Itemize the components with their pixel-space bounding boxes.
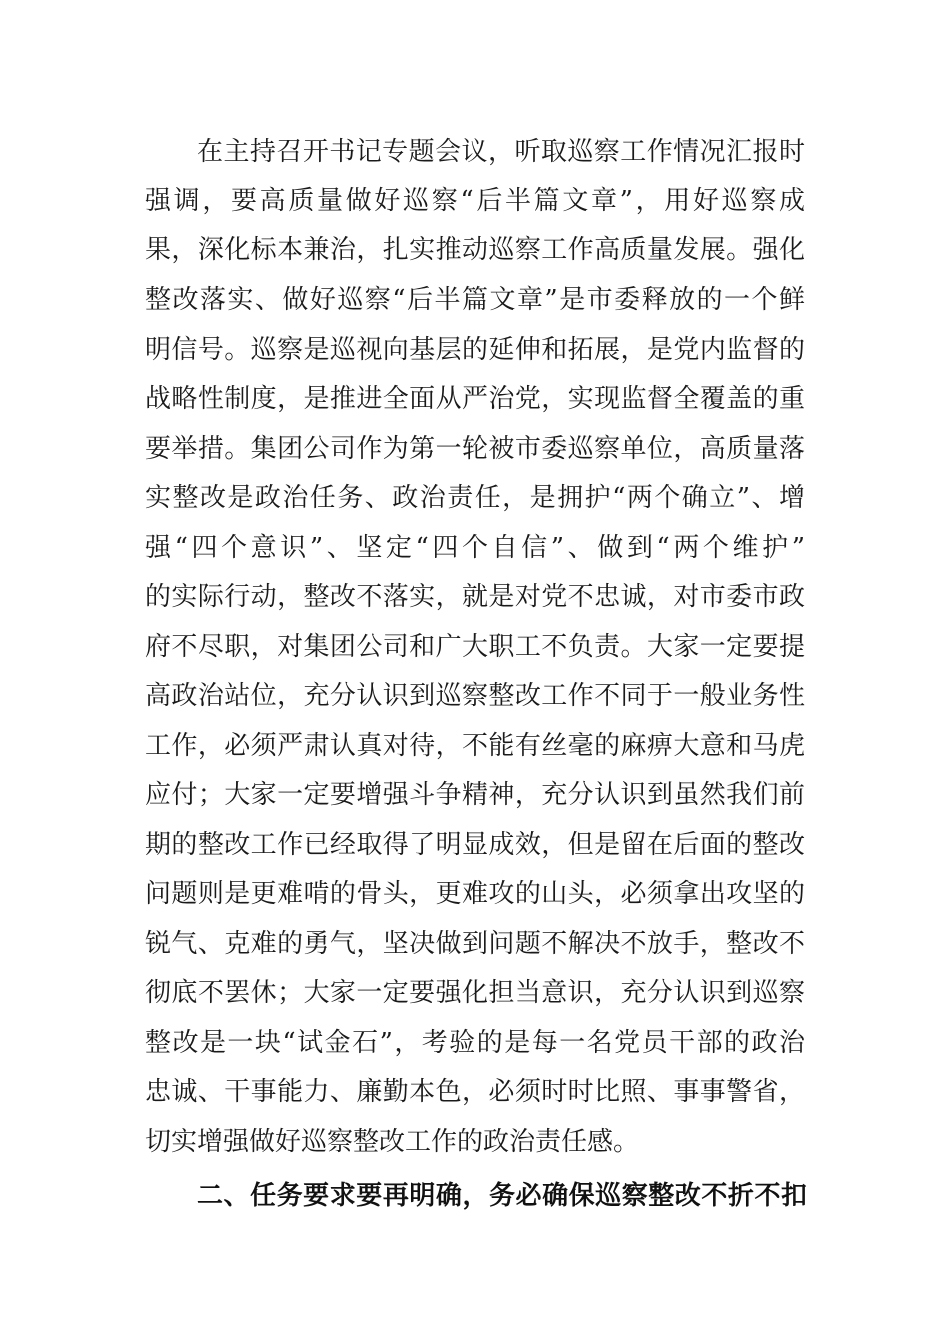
paragraph-line: 整改落实、做好巡察“后半篇文章”是市委释放的一个鲜 bbox=[145, 285, 805, 315]
paragraph-line: 忠诚、干事能力、廉勤本色，必须时时比照、事事警省， bbox=[145, 1077, 805, 1107]
paragraph-line: 府不尽职，对集团公司和广大职工不负责。大家一定要提 bbox=[145, 632, 805, 662]
paragraph-line: 果，深化标本兼治，扎实推动巡察工作高质量发展。强化 bbox=[145, 235, 805, 265]
paragraph-line: 期的整改工作已经取得了明显成效，但是留在后面的整改 bbox=[145, 830, 805, 860]
paragraph-line: 强调，要高质量做好巡察“后半篇文章”，用好巡察成 bbox=[145, 186, 805, 216]
paragraph-line: 锐气、克难的勇气，坚决做到问题不解决不放手，整改不 bbox=[145, 929, 805, 959]
paragraph-line: 切实增强做好巡察整改工作的政治责任感。 bbox=[145, 1127, 640, 1157]
paragraph-line: 实整改是政治任务、政治责任，是拥护“两个确立”、增 bbox=[145, 483, 805, 513]
section-heading: 二、任务要求要再明确，务必确保巡察整改不折不扣 bbox=[197, 1181, 807, 1211]
paragraph-line: 明信号。巡察是巡视向基层的延伸和拓展，是党内监督的 bbox=[145, 335, 805, 365]
paragraph-line: 的实际行动，整改不落实，就是对党不忠诚，对市委市政 bbox=[145, 582, 805, 612]
paragraph-line: 在主持召开书记专题会议，听取巡察工作情况汇报时 bbox=[197, 137, 805, 167]
paragraph-line: 战略性制度，是推进全面从严治党，实现监督全覆盖的重 bbox=[145, 384, 805, 414]
paragraph-line: 彻底不罢休；大家一定要强化担当意识，充分认识到巡察 bbox=[145, 978, 805, 1008]
paragraph-line: 问题则是更难啃的骨头，更难攻的山头，必须拿出攻坚的 bbox=[145, 879, 805, 909]
paragraph-line: 应付；大家一定要增强斗争精神，充分认识到虽然我们前 bbox=[145, 780, 805, 810]
paragraph-line: 高政治站位，充分认识到巡察整改工作不同于一般业务性 bbox=[145, 681, 805, 711]
paragraph-line: 整改是一块“试金石”，考验的是每一名党员干部的政治 bbox=[145, 1028, 805, 1058]
paragraph-line: 工作，必须严肃认真对待，不能有丝毫的麻痹大意和马虎 bbox=[145, 731, 805, 761]
paragraph-line: 要举措。集团公司作为第一轮被市委巡察单位，高质量落 bbox=[145, 434, 805, 464]
paragraph-line: 强“四个意识”、坚定“四个自信”、做到“两个维护” bbox=[145, 533, 805, 563]
